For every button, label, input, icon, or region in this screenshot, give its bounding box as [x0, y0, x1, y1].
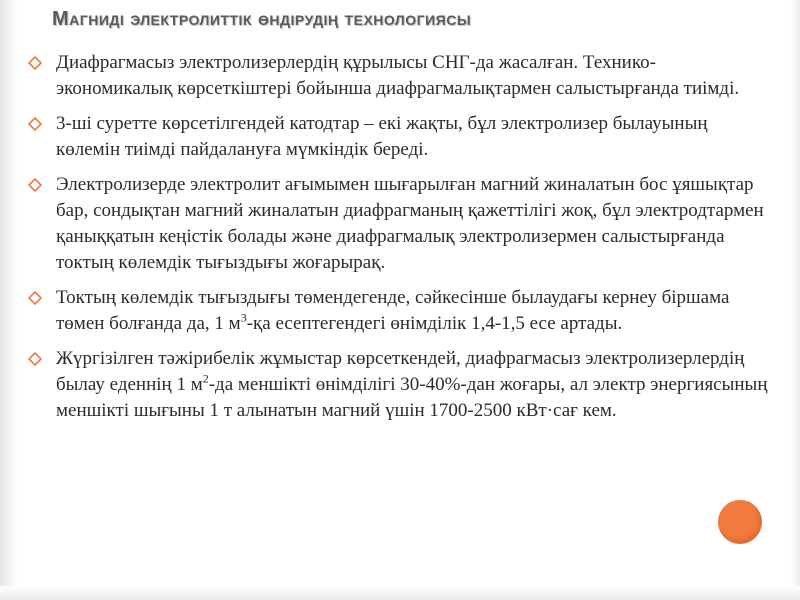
- diamond-outline-icon: [28, 291, 42, 305]
- bullet-text-part: -да меншікті өнімділігі 30-40%-дан жоғары, ал электр энергиясының меншікті шығыны 1 т алынатын магний үшін 1700-2500 кВт·сағ кем.: [56, 374, 768, 421]
- diamond-outline-icon: [28, 178, 42, 192]
- unit-superscript: 2: [202, 371, 209, 386]
- accent-circle: [718, 500, 762, 544]
- diamond-outline-icon: [28, 117, 42, 131]
- bullet-item: [28, 111, 768, 163]
- bullet-item: [28, 346, 768, 424]
- bullet-text: Диафрагмасыз электролизерлердің құрылысы СНГ-да жасалған. Технико-экономикалық көрсеткіштері бойынша диафрагмалықтармен салыстырғанда тиімді.: [56, 52, 740, 99]
- bullet-text: Электролизерде электролит ағымымен шығарылған магний жиналатын бос ұяшықтар бар, сондықтан магний жиналатын диафрагманың қажеттілігі жоқ, бұл электродтармен қаныққатын кеңістік болады және диафрагмалық электролизермен салыстырғанда токтың көлемдік тығыздығы жоғарырақ.: [56, 174, 764, 273]
- slide-frame-bottom: [0, 586, 800, 600]
- slide-title: Магниді электролиттік өндірудің технологиясы: [52, 8, 472, 30]
- bullet-item: [28, 172, 768, 276]
- unit-superscript: 3: [240, 310, 247, 325]
- bullet-text-part: Жүргізілген тәжірибелік жұмыстар көрсеткендей, диафрагмасыз электролизерлердің былау еденнің 1 м: [56, 348, 745, 395]
- bullet-text-part: -қа есептегендегі өнімділік 1,4-1,5 есе артады.: [246, 313, 623, 334]
- bullet-text-part: Токтың көлемдік тығыздығы төмендегенде, сәйкесінше былаудағы кернеу біршама төмен болғанда да, 1 м: [56, 287, 730, 334]
- slide-frame-left: [0, 0, 18, 600]
- diamond-outline-icon: [28, 352, 42, 366]
- bullet-list: [28, 50, 768, 433]
- bullet-text: 3-ші суретте көрсетілгендей катодтар – екі жақты, бұл электролизер былауының көлемін тиімді пайдалануға мүмкіндік береді.: [56, 113, 708, 160]
- bullet-item: [28, 285, 768, 337]
- diamond-outline-icon: [28, 56, 42, 70]
- bullet-item: [28, 50, 768, 102]
- slide-frame-right: [790, 0, 800, 600]
